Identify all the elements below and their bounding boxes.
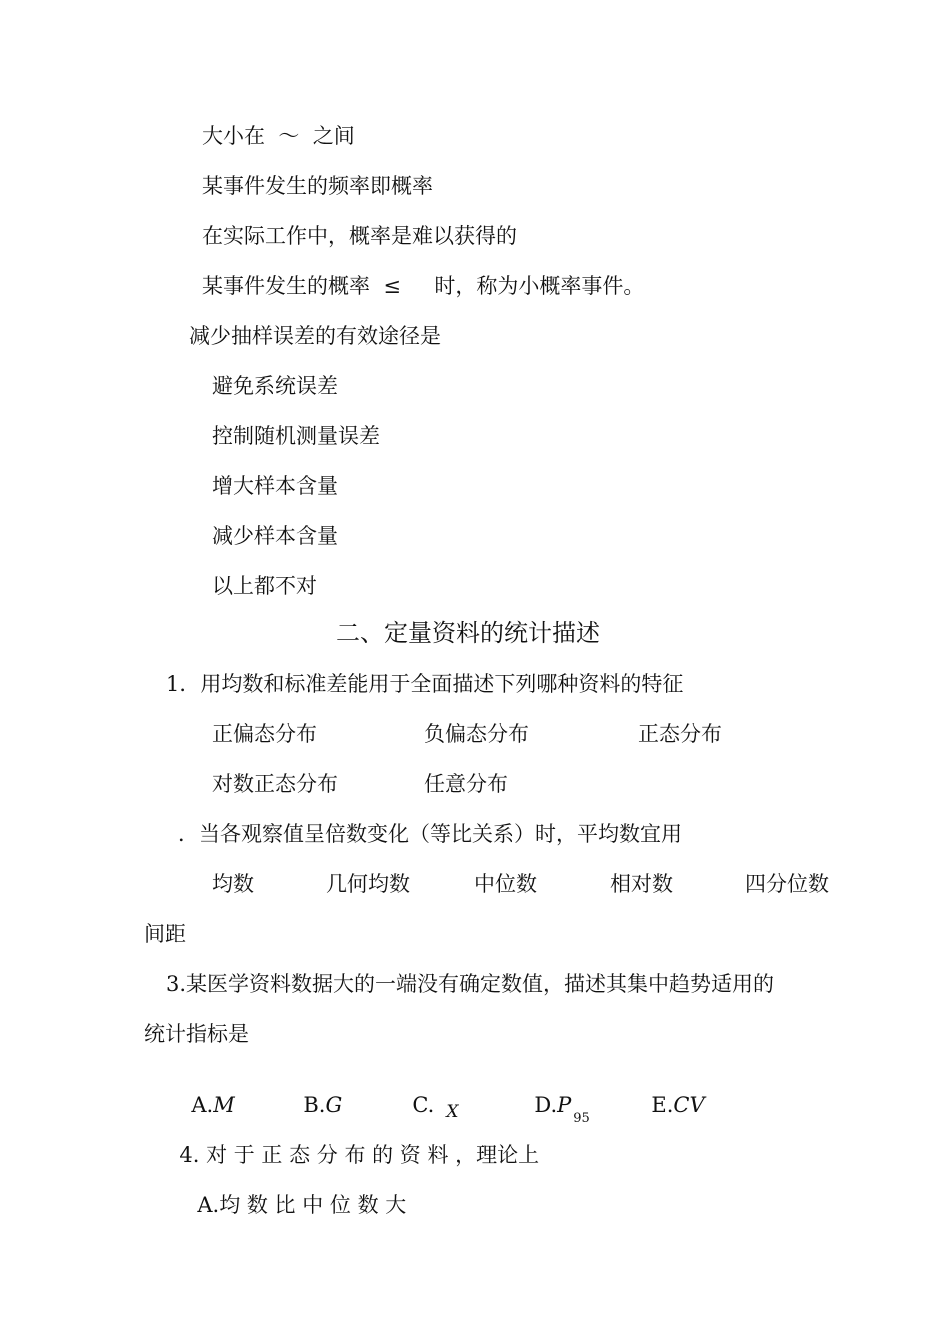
prev-option-range: 大小在 ～ 之间 xyxy=(202,124,355,148)
prev-option-frequency: 某事件发生的频率即概率 xyxy=(202,174,433,198)
q2-option-c: 中位数 xyxy=(474,872,537,896)
q3-option-d-symbol: P xyxy=(557,1093,572,1117)
q4-option-a-text: 均 数 比 中 位 数 大 xyxy=(219,1193,407,1217)
q3-option-a-symbol: M xyxy=(213,1093,235,1117)
q3-option-d-label: D. xyxy=(534,1093,558,1117)
sampling-option-5: 以上都不对 xyxy=(212,574,317,598)
q3-option-e xyxy=(638,1074,705,1116)
q2-option-a: 均数 xyxy=(212,872,254,896)
q3-option-d xyxy=(521,1074,590,1126)
q3-option-e-label: E. xyxy=(651,1093,674,1117)
q3-option-a-label: A. xyxy=(191,1093,214,1117)
q4-option-a xyxy=(184,1174,406,1216)
q4-option-a-label: A. xyxy=(197,1193,220,1217)
q2-stem: ．当各观察值呈倍数变化（等比关系）时，平均数宜用 xyxy=(178,822,682,846)
sampling-option-1: 避免系统误差 xyxy=(212,374,338,398)
prev-option-hard-to-obtain: 在实际工作中，概率是难以获得的 xyxy=(202,224,517,248)
q1-option-c: 正态分布 xyxy=(638,722,722,746)
q3-option-b-label: B. xyxy=(303,1093,326,1117)
q1-option-e: 任意分布 xyxy=(424,772,508,796)
q3-option-c-symbol: X xyxy=(446,1102,459,1122)
q1-option-a: 正偏态分布 xyxy=(212,722,317,746)
q3-option-c-label: C. xyxy=(412,1093,435,1117)
q3-option-b-symbol: G xyxy=(325,1093,343,1117)
q2-option-d: 相对数 xyxy=(610,872,673,896)
q3-option-c xyxy=(399,1074,459,1122)
q4-stem-tail: 理论上 xyxy=(476,1143,540,1167)
q3-option-e-symbol: CV xyxy=(673,1093,705,1117)
section-title: 二、定量资料的统计描述 xyxy=(336,619,600,647)
q3-option-b xyxy=(290,1074,342,1116)
q4-stem xyxy=(166,1124,539,1166)
q4-stem-spaced: 4. 对 于 正 态 分 布 的 资 料 ， xyxy=(179,1143,477,1167)
q3-option-a xyxy=(178,1074,235,1116)
q2-option-e: 四分位数 xyxy=(745,872,829,896)
q1-option-b: 负偏态分布 xyxy=(424,722,529,746)
sampling-option-2: 控制随机测量误差 xyxy=(212,424,380,448)
q2-option-b: 几何均数 xyxy=(326,872,410,896)
q3-stem-line2: 统计指标是 xyxy=(144,1022,249,1046)
sampling-option-3: 增大样本含量 xyxy=(212,474,338,498)
prev-option-small-probability: 某事件发生的概率 ≤ 时，称为小概率事件。 xyxy=(202,274,645,298)
q2-option-e-wrap: 间距 xyxy=(144,922,186,946)
q1-option-d: 对数正态分布 xyxy=(212,772,338,796)
q1-stem: 1．用均数和标准差能用于全面描述下列哪种资料的特征 xyxy=(166,672,684,696)
q3-option-d-subscript: 95 xyxy=(573,1111,590,1126)
sampling-question-stem: 减少抽样误差的有效途径是 xyxy=(189,324,441,348)
q3-stem-line1: 3.某医学资料数据大的一端没有确定数值，描述其集中趋势适用的 xyxy=(166,972,775,996)
sampling-option-4: 减少样本含量 xyxy=(212,524,338,548)
